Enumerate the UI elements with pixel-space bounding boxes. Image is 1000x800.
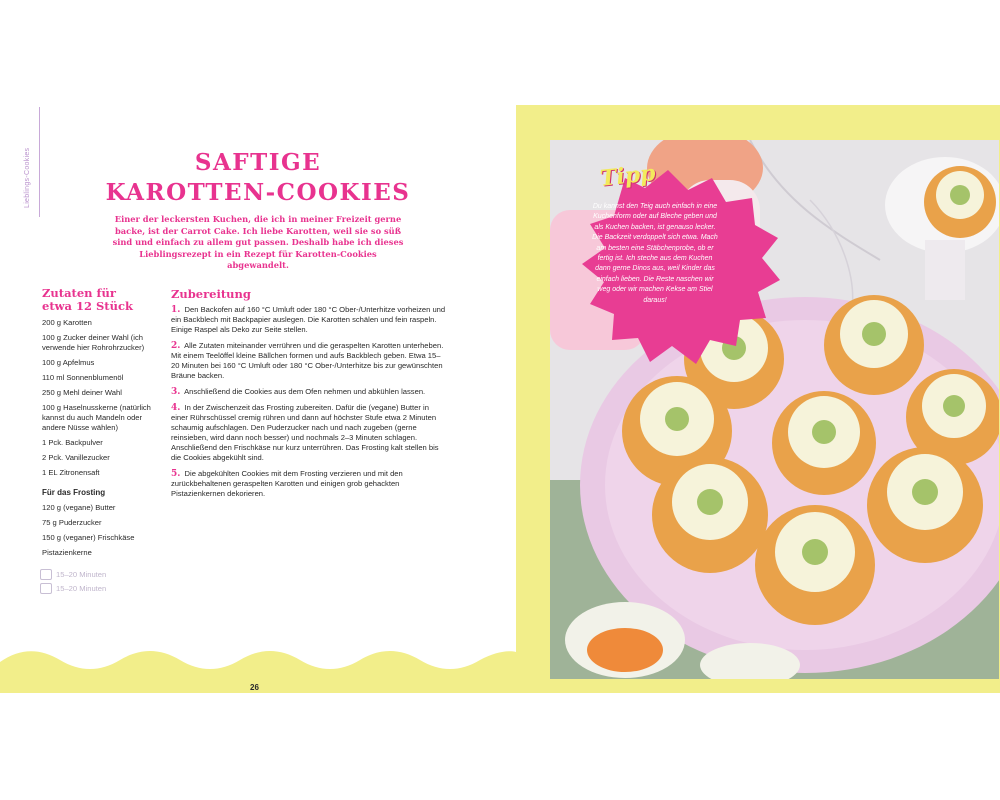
ingredient-item: 100 g Zucker deiner Wahl (ich verwende hier Rohrohrzucker): [42, 333, 145, 352]
ingredient-item: 1 Pck. Backpulver: [42, 438, 103, 447]
step-number: 5.: [171, 469, 181, 479]
ingredient-item: 100 g Apfelmus: [42, 358, 95, 367]
frosting-item: 75 g Puderzucker: [42, 518, 102, 527]
step-text: Den Backofen auf 160 °C Umluft oder 180 °C Ober-/Unterhitze vorheizen und ein Backblech mit Backpapier auslegen. Die Karotten schälen und fein raspeln. Einige Raspel als Deko zur Seite stellen.: [171, 305, 446, 334]
preparation-step: [171, 387, 447, 397]
prep-time-value: 15–20 Minuten: [56, 570, 107, 579]
preparation-step: [171, 341, 447, 381]
ingredient-item: 110 ml Sonnenblumenöl: [42, 373, 124, 382]
sidebar-rule: [39, 107, 40, 217]
ingredients-title-line-1: Zutaten für: [42, 286, 116, 300]
recipe-title: [90, 148, 426, 208]
frosting-item: 150 g (veganer) Frischkäse: [42, 533, 135, 542]
step-number: 2.: [171, 341, 181, 351]
bake-time: [40, 583, 106, 594]
frosting-item: Pistazienkerne: [42, 548, 92, 557]
step-text: Alle Zutaten miteinander verrühren und die geraspelten Karotten unterheben. Mit einem Teelöffel kleine Bällchen formen und aufs Backblech geben. Etwa 15–20 Minuten bei 160 °C Umluft oder 180 °C Ober-/Unterhitze bis zur gewünschten Bräune backen.: [171, 341, 444, 380]
mixing-bowl-icon: [40, 569, 52, 580]
frosting-item: 120 g (vegane) Butter: [42, 503, 116, 512]
step-number: 4.: [171, 403, 181, 413]
frosting-subheading: Für das Frosting: [42, 488, 106, 497]
title-line-2: KAROTTEN-COOKIES: [105, 179, 411, 206]
preparation-steps: [171, 305, 447, 505]
title-line-1: SAFTIGE: [194, 149, 322, 176]
step-number: 1.: [171, 305, 181, 315]
recipe-intro: Einer der leckersten Kuchen, die ich in meiner Freizeit gerne backe, ist der Carrot Cake. Ich liebe Karotten, weil sie so süß sind und einfach zu allem gut passen. Deshalb habe ich dieses Lieblingsrezept in ein Rezept für Karotten-Cookies abgewandelt.: [112, 214, 404, 270]
ingredient-item: 250 g Mehl deiner Wahl: [42, 388, 122, 397]
ingredients-list: [42, 318, 157, 563]
tip-title: Tipp: [598, 160, 657, 192]
ingredients-title-line-2: etwa 12 Stück: [42, 298, 133, 313]
step-text: Anschließend die Cookies aus dem Ofen nehmen und abkühlen lassen.: [184, 387, 426, 396]
ingredient-item: 2 Pck. Vanillezucker: [42, 453, 110, 462]
ingredient-item: 100 g Haselnusskerne (natürlich kannst du auch Mandeln oder andere Nüsse wählen): [42, 403, 151, 432]
ingredient-item: 1 EL Zitronensaft: [42, 468, 100, 477]
preparation-step: [171, 305, 447, 335]
step-text: Die abgekühlten Cookies mit dem Frosting verzieren und mit den zurückbehaltenen geraspelten Karotten und einigen grob gehackten Pistazienkernen dekorieren.: [171, 469, 403, 498]
oven-icon: [40, 583, 52, 594]
step-text: In der Zwischenzeit das Frosting zubereiten. Dafür die (vegane) Butter in einer Rührschüssel cremig rühren und dann auf höchster Stufe etwa 2 Minuten schaumig aufschlagen. Den Puderzucker nach und nach zugeben (gerne reinsieben, wird dann noch besser) und nochmals 2–3 Minuten schlagen. Anschließend den Frischkäse nur kurz unterrühren. Das Frosting kalt stellen bis die Cookies abgekühlt sind.: [171, 403, 439, 462]
sidebar-section-label: Lieblings-Cookies: [24, 147, 31, 208]
preparation-step: [171, 469, 447, 499]
tip-text: Du kannst den Teig auch einfach in eine Kuchenform oder auf Bleche geben und als Kuchen backen, ist genauso lecker. Die Backzeit verdoppelt sich etwa. Mach am besten eine Stäbchenprobe, ob er fertig ist. Ich steche aus dem Kuchen dann gerne Dinos aus, weil Kinder das einfach lieben. Die Reste naschen wir weg oder wir machen Kekse am Stiel daraus!: [592, 203, 718, 304]
ingredients-title: [42, 287, 162, 312]
preparation-title: Zubereitung: [171, 287, 251, 301]
page-number: 26: [250, 683, 259, 692]
step-number: 3.: [171, 387, 181, 397]
ingredient-item: 200 g Karotten: [42, 318, 92, 327]
prep-time: [40, 569, 106, 580]
preparation-step: [171, 403, 447, 463]
bake-time-value: 15–20 Minuten: [56, 584, 107, 593]
